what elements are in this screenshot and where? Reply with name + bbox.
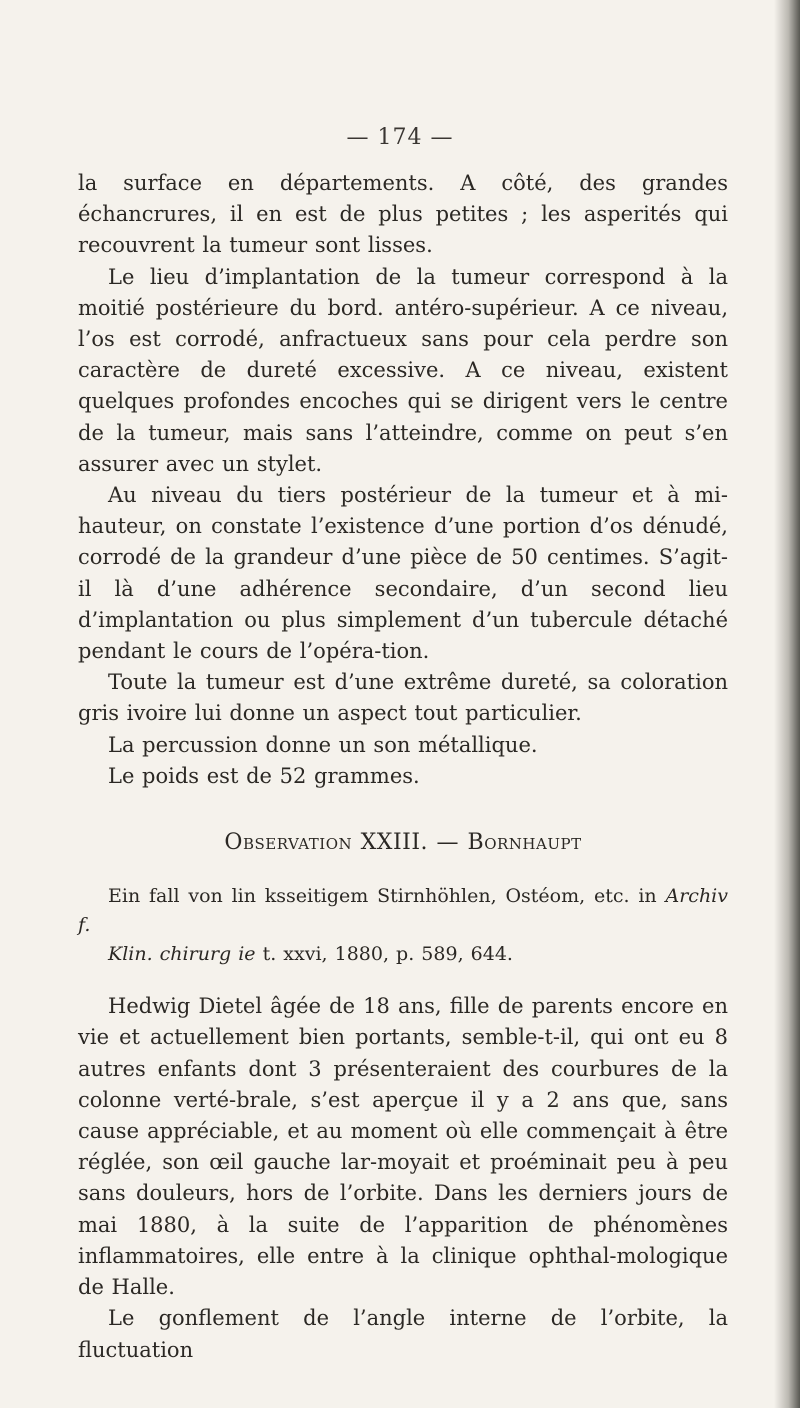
paragraph: Toute la tumeur est d’une extrême dureté, sa coloration gris ivoire lui donne un aspect tout particulier. [78, 670, 728, 726]
paragraph: Hedwig Dietel âgée de 18 ans, fille de parents encore en vie et actuellement bien portants, semble-t-il, qui ont eu 8 autres enfants dont 3 présenteraient des courbures de la colonne verté-brale, s’est aperçue il y a 2 ans que, sans cause appréciable, et au moment où elle commençait à être réglée, son œil gauche lar-moyait et proéminait peu à peu sans douleurs, hors de l’orbite. Dans les derniers jours de mai 1880, à la suite de l’apparition de phénomènes inflammatoires, elle entre à la clinique ophthal-mologique de Halle. [78, 994, 728, 1300]
page-number: — 174 — [346, 125, 454, 150]
paragraph: Le gonflement de l’angle interne de l’orbite, la fluctuation [78, 1306, 728, 1362]
observation-author: Bornhaupt [467, 830, 582, 856]
observation-dash: — [436, 830, 460, 856]
reference-volume: t. xxvi, 1880, p. 589, 644. [262, 943, 513, 966]
paragraph: la surface en départements. A côté, des grandes échancrures, il en est de plus petites ; les asperités qui recouvrent la tumeur sont lisses. [78, 171, 728, 258]
observation-label: Observation [224, 830, 353, 856]
reference-journal-cont: Klin. chirurg ie [108, 943, 256, 966]
reference-text: Ein fall von lin ksseitigem Stirnhöhlen, Ostéom, etc. in [108, 885, 657, 908]
paragraph: La percussion donne un son métallique. [108, 732, 538, 757]
reference-journal: Archiv f. [78, 885, 728, 937]
bibliographic-reference [78, 882, 728, 969]
observation-heading [78, 827, 728, 858]
page-edge-shadow [774, 0, 800, 1408]
observation-number: XXIII. [360, 830, 429, 856]
reference-continuation [78, 940, 728, 969]
paragraph: Au niveau du tiers postérieur de la tumeur et à mi-hauteur, on constate l’existence d’une portion d’os dénudé, corrodé de la grandeur d’une pièce de 50 centimes. S’agit-il là d’une adhérence secondaire, d’un second lieu d’implantation ou plus simplement d’un tubercule détaché pendant le cours de l’opéra-tion. [78, 483, 728, 664]
paragraph: Le poids est de 52 grammes. [108, 763, 420, 788]
paragraph: Le lieu d’implantation de la tumeur correspond à la moitié postérieure du bord. antéro-supérieur. A ce niveau, l’os est corrodé, anfractueux sans pour cela perdre son caractère de dureté excessive. A ce niveau, existent quelques profondes encoches qui se dirigent vers le centre de la tumeur, mais sans l’atteindre, comme on peut s’en assurer avec un stylet. [78, 264, 728, 476]
body-text [78, 168, 728, 1366]
